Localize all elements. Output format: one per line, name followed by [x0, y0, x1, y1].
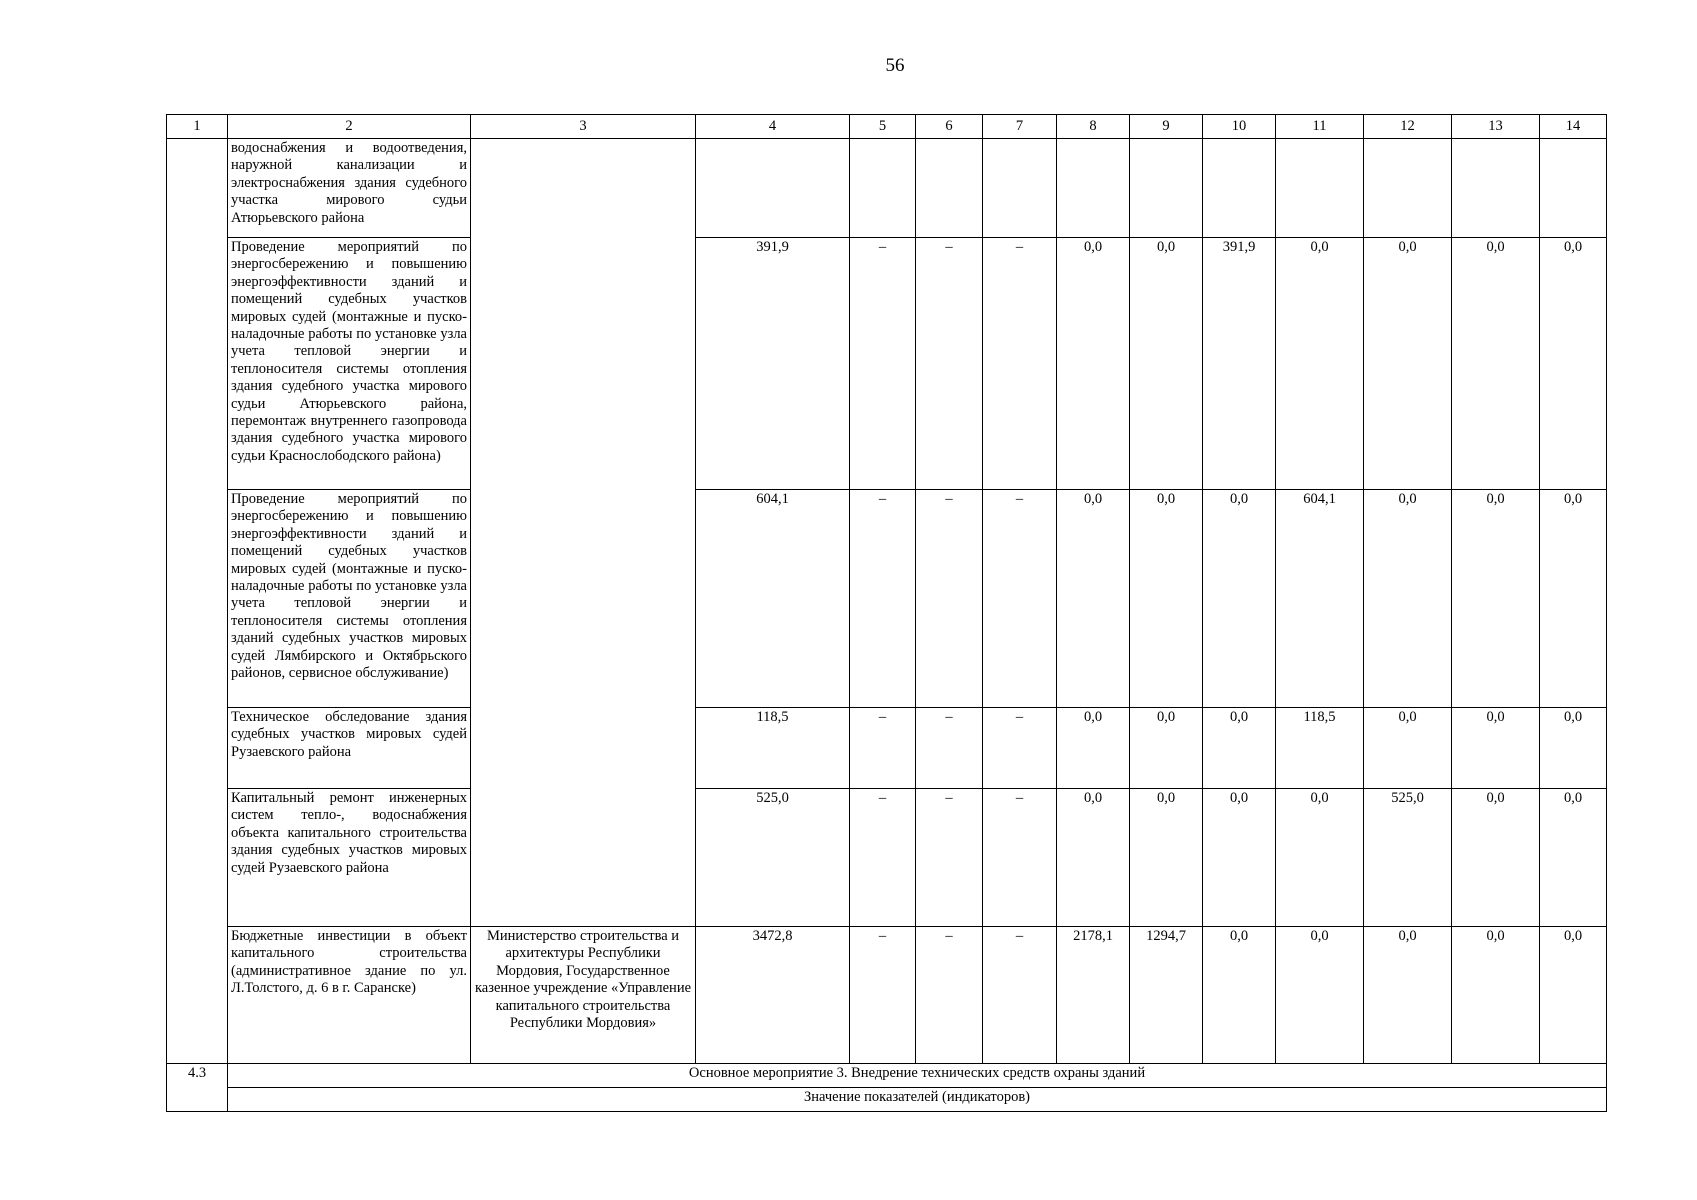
- value-cell: –: [916, 490, 983, 708]
- value-cell: 0,0: [1057, 490, 1130, 708]
- value-cell: 0,0: [1130, 238, 1203, 490]
- value-cell: 0,0: [1452, 238, 1540, 490]
- value-cell: 0,0: [1540, 490, 1607, 708]
- value-cell: –: [983, 789, 1057, 927]
- executor-cell: [471, 139, 696, 927]
- header-row: [167, 115, 1607, 139]
- value-cell: 0,0: [1276, 927, 1364, 1064]
- value-cell: –: [916, 927, 983, 1064]
- value-cell: 0,0: [1203, 490, 1276, 708]
- value-cell: 0,0: [1540, 708, 1607, 789]
- value-cell: [983, 139, 1057, 238]
- page-number: 56: [885, 55, 905, 76]
- value-cell: 604,1: [1276, 490, 1364, 708]
- value-cell: –: [916, 238, 983, 490]
- table-row: [167, 708, 1607, 789]
- value-cell: [1452, 139, 1540, 238]
- value-cell: –: [983, 490, 1057, 708]
- section-title: Основное мероприятие 3. Внедрение технических средств охраны зданий: [228, 1064, 1607, 1088]
- value-cell: –: [850, 789, 916, 927]
- value-cell: 0,0: [1057, 238, 1130, 490]
- value-cell: 604,1: [696, 490, 850, 708]
- value-cell: [1364, 139, 1452, 238]
- header-cell: 6: [916, 115, 983, 139]
- value-cell: [1276, 139, 1364, 238]
- value-cell: 1294,7: [1130, 927, 1203, 1064]
- header-cell: 12: [1364, 115, 1452, 139]
- table-row: [167, 789, 1607, 927]
- value-cell: 0,0: [1130, 490, 1203, 708]
- header-cell: 2: [228, 115, 471, 139]
- value-cell: 0,0: [1130, 789, 1203, 927]
- value-cell: [916, 139, 983, 238]
- value-cell: –: [850, 490, 916, 708]
- value-cell: 0,0: [1540, 789, 1607, 927]
- value-cell: 0,0: [1130, 708, 1203, 789]
- header-cell: 4: [696, 115, 850, 139]
- section-row: [167, 1064, 1607, 1088]
- value-cell: 0,0: [1203, 708, 1276, 789]
- value-cell: [1130, 139, 1203, 238]
- value-cell: 0,0: [1203, 789, 1276, 927]
- executor-cell: Министерство строительства и архитектуры Республики Мордовия, Государственное казенное учреждение «Управление капитального строительства Республики Мордовия»: [471, 927, 696, 1064]
- header-cell: 8: [1057, 115, 1130, 139]
- header-cell: 9: [1130, 115, 1203, 139]
- value-cell: –: [983, 927, 1057, 1064]
- value-cell: –: [916, 708, 983, 789]
- value-cell: 0,0: [1364, 708, 1452, 789]
- indicators-row: [167, 1088, 1607, 1112]
- value-cell: –: [983, 708, 1057, 789]
- activity-description: Капитальный ремонт инженерных систем тепло-, водоснабжения объекта капитального строительства здания судебных участков мировых судей Рузаевского района: [228, 789, 471, 927]
- value-cell: [1057, 139, 1130, 238]
- value-cell: 2178,1: [1057, 927, 1130, 1064]
- value-cell: [1203, 139, 1276, 238]
- activity-description: Проведение мероприятий по энергосбережению и повышению энергоэффективности зданий и помещений судебных участков мировых судей (монтажные и пуско-наладочные работы по установке узла учета тепловой энергии и теплоносителя системы отопления здания судебного участка мирового судьи Атюрьевского района, перемонтаж внутреннего газопровода здания судебного участка мирового судьи Краснослободского района): [228, 238, 471, 490]
- indicators-heading: Значение показателей (индикаторов): [228, 1088, 1607, 1112]
- value-cell: –: [983, 238, 1057, 490]
- value-cell: 0,0: [1540, 927, 1607, 1064]
- value-cell: –: [850, 927, 916, 1064]
- header-cell: 14: [1540, 115, 1607, 139]
- header-cell: 11: [1276, 115, 1364, 139]
- value-cell: 525,0: [696, 789, 850, 927]
- header-cell: 3: [471, 115, 696, 139]
- header-cell: 10: [1203, 115, 1276, 139]
- value-cell: [696, 139, 850, 238]
- value-cell: 0,0: [1452, 789, 1540, 927]
- index-cell: [167, 139, 228, 1064]
- value-cell: 3472,8: [696, 927, 850, 1064]
- value-cell: 0,0: [1364, 490, 1452, 708]
- value-cell: 0,0: [1452, 708, 1540, 789]
- header-cell: 1: [167, 115, 228, 139]
- value-cell: 0,0: [1057, 708, 1130, 789]
- value-cell: –: [850, 238, 916, 490]
- value-cell: 0,0: [1364, 238, 1452, 490]
- value-cell: 0,0: [1364, 927, 1452, 1064]
- table-row: [167, 490, 1607, 708]
- value-cell: 0,0: [1276, 789, 1364, 927]
- value-cell: 118,5: [1276, 708, 1364, 789]
- value-cell: 0,0: [1452, 490, 1540, 708]
- value-cell: 0,0: [1276, 238, 1364, 490]
- value-cell: [1540, 139, 1607, 238]
- header-cell: 13: [1452, 115, 1540, 139]
- table-row: [167, 238, 1607, 490]
- value-cell: –: [916, 789, 983, 927]
- header-cell: 7: [983, 115, 1057, 139]
- activity-description: Бюджетные инвестиции в объект капитального строительства (административное здание по ул. Л.Толстого, д. 6 в г. Саранске): [228, 927, 471, 1064]
- value-cell: 0,0: [1203, 927, 1276, 1064]
- value-cell: 525,0: [1364, 789, 1452, 927]
- activity-description: водоснабжения и водоотведения, наружной канализации и электроснабжения здания судебного участка мирового судьи Атюрьевского района: [228, 139, 471, 238]
- value-cell: 0,0: [1452, 927, 1540, 1064]
- activity-description: Техническое обследование здания судебных участков мировых судей Рузаевского района: [228, 708, 471, 789]
- value-cell: 391,9: [1203, 238, 1276, 490]
- activity-description: Проведение мероприятий по энергосбережению и повышению энергоэффективности зданий и помещений судебных участков мировых судей (монтажные и пуско-наладочные работы по установке узла учета тепловой энергии и теплоносителя системы отопления зданий судебных участков мировых судей Лямбирского и Октябрьского районов, сервисное обслуживание): [228, 490, 471, 708]
- value-cell: –: [850, 708, 916, 789]
- value-cell: 0,0: [1057, 789, 1130, 927]
- table-row: [167, 927, 1607, 1064]
- value-cell: [850, 139, 916, 238]
- value-cell: 118,5: [696, 708, 850, 789]
- section-code: 4.3: [167, 1064, 228, 1112]
- table-row: [167, 139, 1607, 238]
- value-cell: 0,0: [1540, 238, 1607, 490]
- value-cell: 391,9: [696, 238, 850, 490]
- header-cell: 5: [850, 115, 916, 139]
- program-table: [166, 114, 1607, 1112]
